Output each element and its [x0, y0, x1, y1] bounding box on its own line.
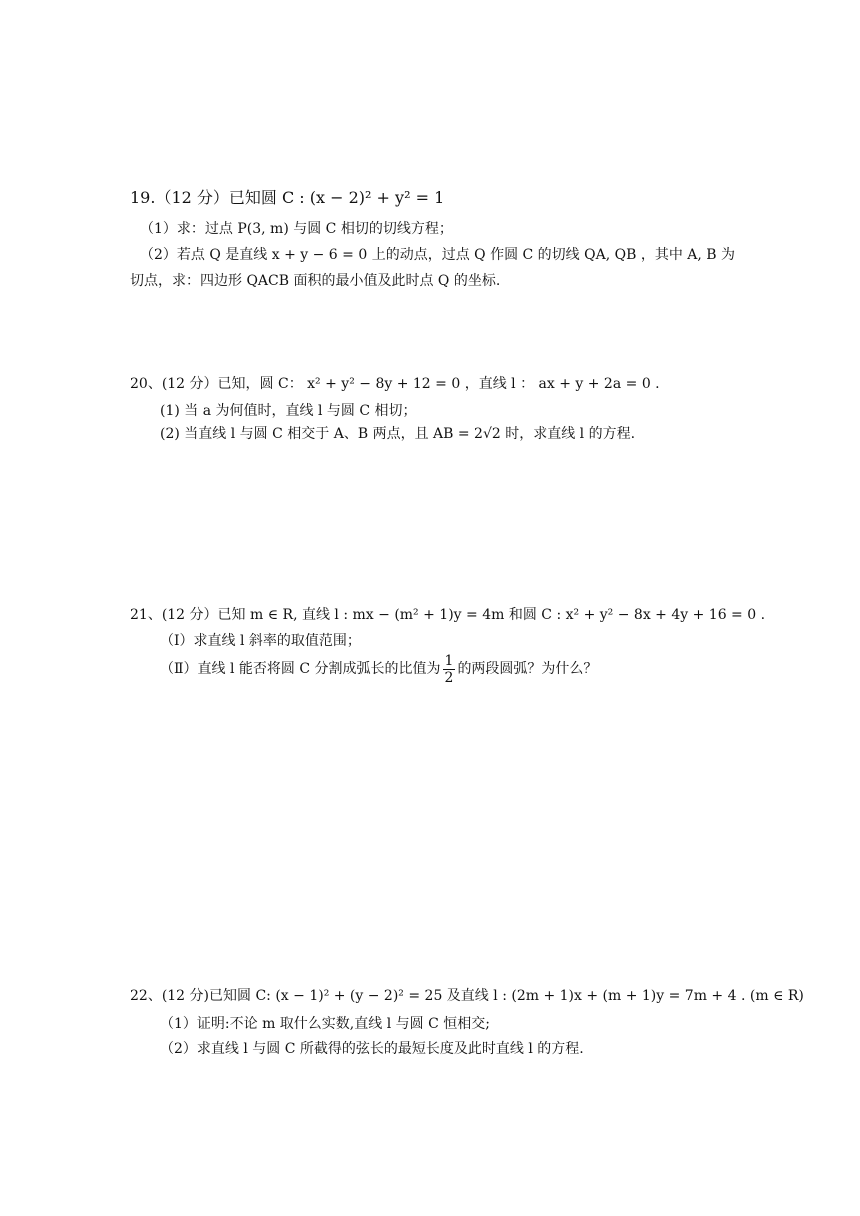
q22-heading: 22、(12 分)已知圆 C: (x − 1)² + (y − 2)² = 25 及直线 l : (2m + 1)x + (m + 1)y = 7m + 4 . (m ∈ R) [130, 988, 804, 1004]
q21-part2 [160, 651, 597, 687]
q21-heading: 21、(12 分）已知 m ∈ R, 直线 l : mx − (m² + 1)y = 4m 和圆 C : x² + y² − 8x + 4y + 16 = 0 . [130, 607, 766, 623]
q19-heading: 19.（12 分）已知圆 C : (x − 2)² + y² = 1 [130, 188, 445, 207]
q21-part2-text-after: 的两段圆弧？为什么？ [457, 661, 598, 677]
q19-part2-line1: （2）若点 Q 是直线 x + y − 6 = 0 上的动点，过点 Q 作圆 C 的切线 QA, QB ，其中 A, B 为 [140, 247, 736, 263]
fraction-numerator: 1 [444, 652, 454, 669]
q19-part1: （1）求：过点 P(3, m) 与圆 C 相切的切线方程； [140, 221, 453, 237]
q21-part2-text-before: （Ⅱ）直线 l 能否将圆 C 分割成弧长的比值为 [160, 661, 441, 677]
q21-part1: （Ⅰ）求直线 l 斜率的取值范围； [160, 633, 361, 649]
q22-part2: （2）求直线 l 与圆 C 所截得的弦长的最短长度及此时直线 l 的方程. [160, 1041, 584, 1057]
fraction-denominator: 2 [444, 669, 454, 686]
q20-heading: 20、(12 分）已知，圆 C： x² + y² − 8y + 12 = 0 ，直线 l ： ax + y + 2a = 0 . [130, 376, 660, 392]
ratio-fraction [443, 653, 456, 686]
q19-part2-line2: 切点，求：四边形 QACB 面积的最小值及此时点 Q 的坐标. [130, 273, 501, 289]
q20-part2: (2) 当直线 l 与圆 C 相交于 A、B 两点，且 AB = 2√2 时，求直线 l 的方程. [160, 426, 636, 442]
q20-part1: (1) 当 a 为何值时，直线 l 与圆 C 相切； [160, 403, 417, 419]
q22-part1: （1）证明:不论 m 取什么实数,直线 l 与圆 C 恒相交; [160, 1016, 490, 1032]
